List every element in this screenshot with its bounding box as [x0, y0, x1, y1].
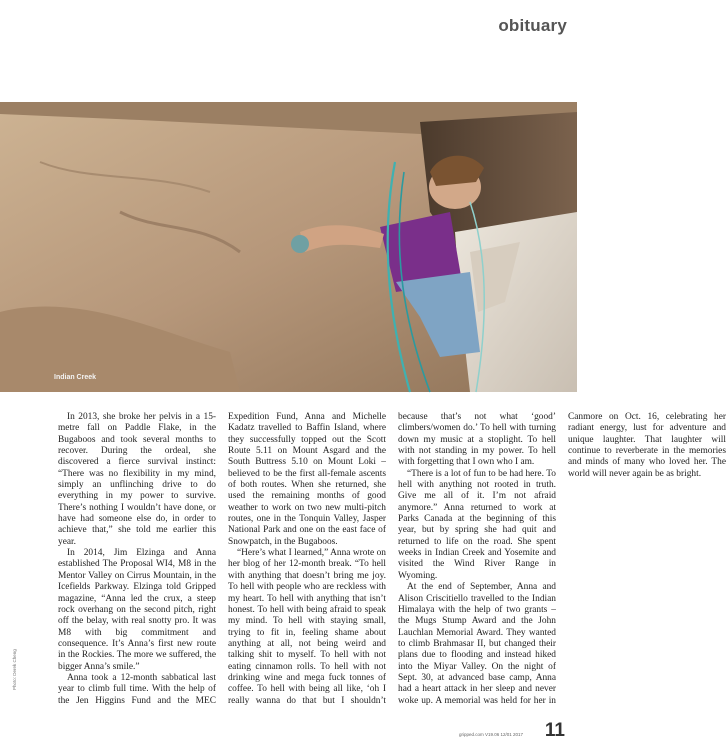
paragraph: At the end of September, Anna and Alison Criscitiello travelled to the Indian Himalaya with the help of two grants – the Mugs Stump Award and the John Lauchlan Memorial Award. They wanted to climb Brahmasar II, but changed their plans due to flooding and instead hiked into the Miyar Valley. On the night of Sept. 30, at advanced base camp, Anna had a heart attack in her sleep and never woke up. A memorial was held for her in Canmore on Oct. 16, celebrating her radiant energy, lust for adventure and unique laughter. That laughter will continue to reverberate in the memories and minds of many who loved her. The world will never again be as bright. — [398, 412, 726, 706]
paragraph: Anna took a 12-month sabbatical last year to climb full time. With the help of the Jen Higgins Fund and the MEC Expedition Fund, Anna and Michelle Kadatz travelled to Baffin Island, where they successfully topped out the Scott Route 5.11 on Mount Asgard and the South Buttress 5.10 on Mount Loki – believed to be the first all-female ascents of both routes. When she returned, she used the remaining months of good weather to work on two new multi-pitch routes, one in the Tonquin Valley, Jasper National Park and one on the east face of Snowpatch, in the Bugaboos. — [58, 412, 386, 706]
paragraph: In 2014, Jim Elzinga and Anna established The Proposal WI4, M8 in the Mentor Valley on Cirrus Mountain, in the Icefields Parkway. Elzinga told Gripped magazine, “Anna led the crux, a steep rock overhang on the second pitch, right off the belay, with real snotty pro. It was M8 with big commitment and consequence. It’s Anna’s first new route in the Rockies. The more we suffered, the bigger Anna’s smile.” — [58, 548, 216, 672]
section-label: obituary — [498, 16, 567, 35]
climbing-photo — [0, 102, 577, 392]
paragraph: “Here’s what I learned,” Anna wrote on her blog of her 12-month break. “To hell with anything that doesn’t bring me joy. To hell with people who are reckless with my heart. To hell with anything that isn’t honest. To hell with being afraid to speak my mind. To hell with staying small, trying to fit in, feeling shame about anything at all, not being weird and talking shit to myself. To hell with not eating cinnamon rolls. To hell with not drinking wine and mega fuck tonnes of coffee. To hell with being all like, ‘oh I really wanna do that but I shouldn’t because that’s not what ‘good’ climbers/women do.’ To hell with turning down my music at a stoplight. To hell with not standing in my power. To hell with forgetting that I own who I am. — [228, 412, 556, 706]
article-body — [58, 412, 726, 712]
photo-illustration — [0, 102, 577, 392]
footer-meta: gripped.com V19.06 12/01 2017 — [458, 732, 523, 737]
page-footer — [0, 712, 577, 742]
page-number: 11 — [544, 720, 565, 741]
photo-credit: Photo: Derek Cheng — [12, 649, 17, 690]
paragraph: “There is a lot of fun to be had here. To hell with anything not rooted in truth. Give me all of it. I’m not afraid anymore.” Anna returned to work at Parks Canada at the beginning of this year, but by spring she had quit and returned to life on the road. She spent weeks in Indian Creek and Yosemite and visited the Wind River Range in Wyoming. — [398, 468, 556, 581]
paragraph: In 2013, she broke her pelvis in a 15-metre fall on Paddle Flake, in the Bugaboos and took several months to recover. During the ordeal, she discovered a fierce survival instinct: “There was no flexibility in my mind, simply an unflinching drive to do everything in my power to survive. There’s nothing I wouldn’t have done, or have had someone else do, in order to achieve that,” she told me earlier this year. — [58, 412, 216, 547]
photo-caption: Indian Creek — [54, 374, 97, 381]
